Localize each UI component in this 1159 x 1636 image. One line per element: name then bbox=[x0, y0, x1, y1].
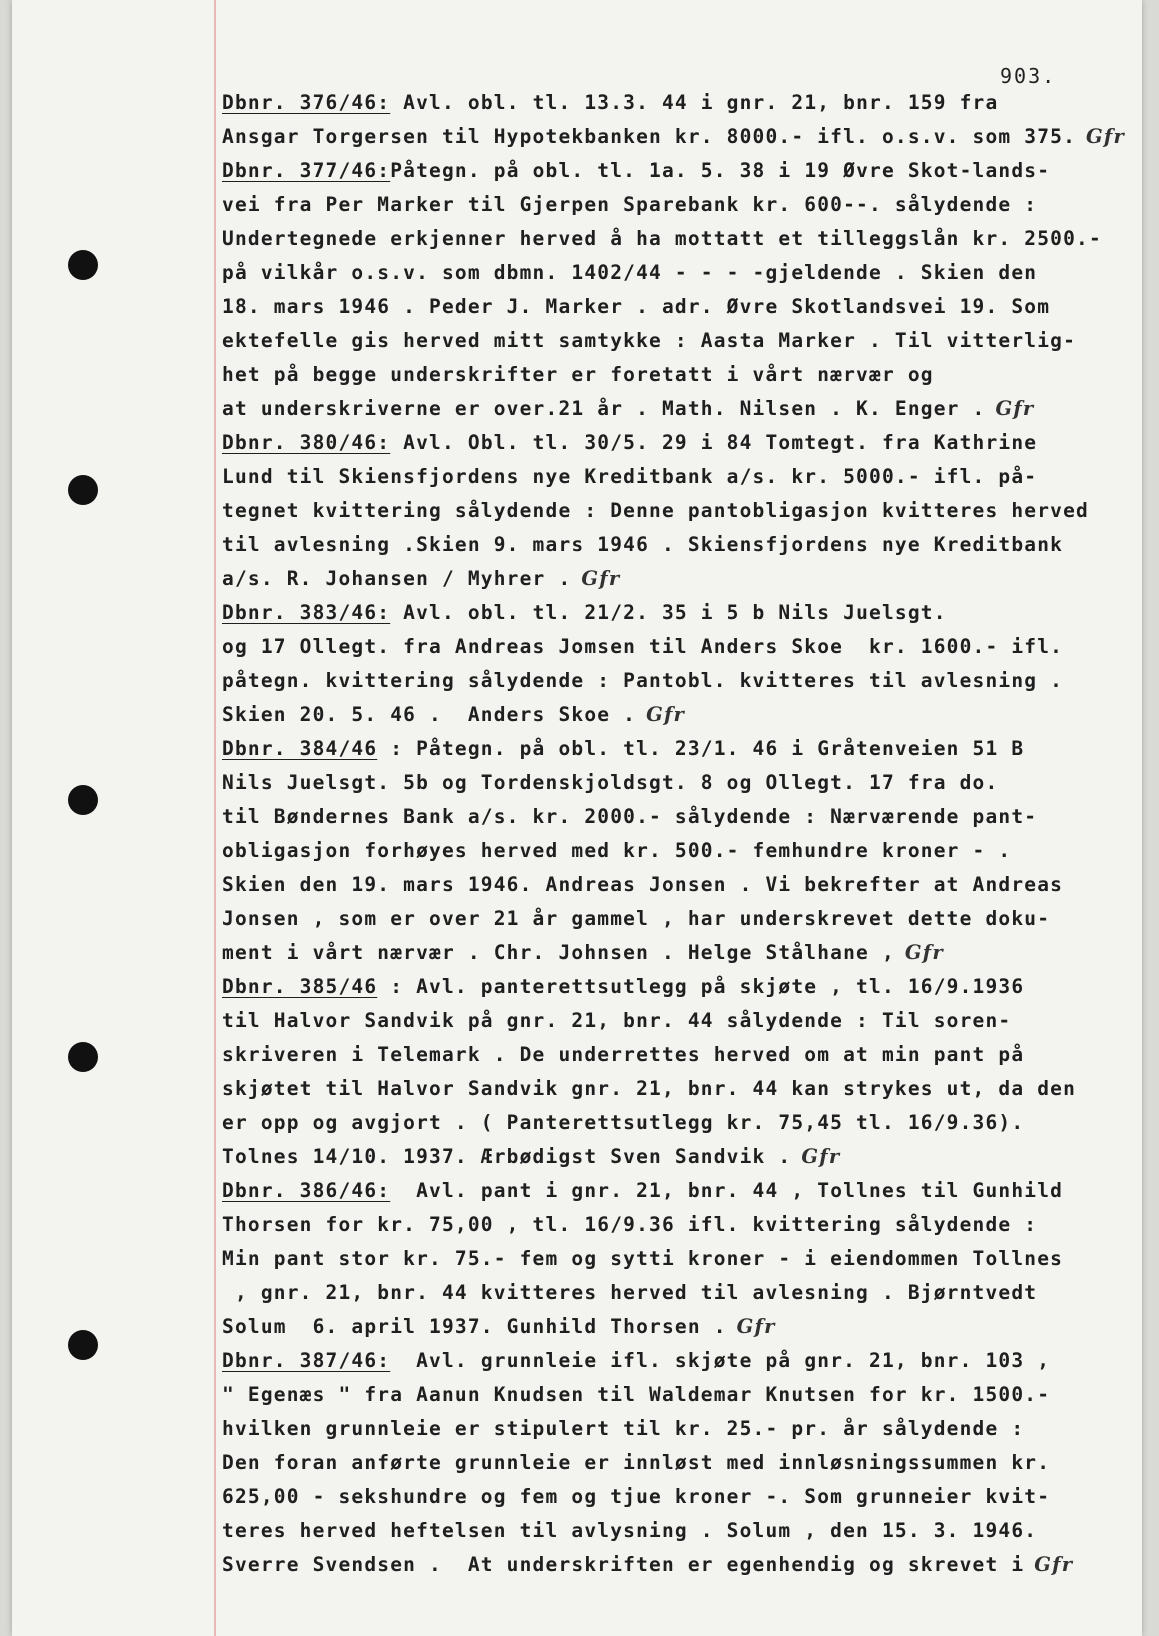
entry-text: obligasjon forhøyes herved med kr. 500.- femhundre kroner - . bbox=[222, 839, 1012, 862]
handwritten-initials: Gfr bbox=[646, 703, 686, 726]
entry-text: påtegn. kvittering sålydende : Pantobl. kvitteres til avlesning . bbox=[222, 669, 1064, 692]
entry-text: Sverre Svendsen . At underskriften er egenhendig og skrevet i bbox=[222, 1553, 1025, 1576]
entry-line bbox=[222, 664, 1122, 698]
entry-line bbox=[222, 528, 1122, 562]
entry-line bbox=[222, 1208, 1122, 1242]
entry-text: , gnr. 21, bnr. 44 kvitteres herved til avlesning . Bjørntvedt bbox=[222, 1281, 1038, 1304]
entry-text: ment i vårt nærvær . Chr. Johnsen . Helge Stålhane , bbox=[222, 941, 895, 964]
entry-line bbox=[222, 460, 1122, 494]
entry-text: 625,00 - sekshundre og fem og tjue kroner -. Som grunneier kvit- bbox=[222, 1485, 1051, 1508]
entry-text: Solum 6. april 1937. Gunhild Thorsen . bbox=[222, 1315, 727, 1338]
entry-text: Undertegnede erkjenner herved å ha mottatt et tilleggslån kr. 2500.- bbox=[222, 227, 1102, 250]
entry-line bbox=[222, 494, 1122, 528]
entry-reference: Dbnr. 386/46: bbox=[222, 1179, 391, 1202]
entry-line bbox=[222, 1276, 1122, 1310]
entry-text: Avl. obl. tl. 13.3. 44 i gnr. 21, bnr. 159 fra bbox=[390, 91, 999, 114]
handwritten-initials: Gfr bbox=[995, 397, 1035, 420]
entry-line bbox=[222, 698, 1122, 732]
entry-text: Lund til Skiensfjordens nye Kreditbank a/s. kr. 5000.- ifl. på- bbox=[222, 465, 1038, 488]
punch-hole bbox=[68, 1042, 98, 1072]
entry-line bbox=[222, 1412, 1122, 1446]
entry-text: skjøtet til Halvor Sandvik gnr. 21, bnr. 44 kan strykes ut, da den bbox=[222, 1077, 1077, 1100]
handwritten-initials: Gfr bbox=[1034, 1553, 1074, 1576]
handwritten-initials: Gfr bbox=[581, 567, 621, 590]
entry-text: til Bøndernes Bank a/s. kr. 2000.- sålydende : Nærværende pant- bbox=[222, 805, 1038, 828]
entry-line bbox=[222, 1140, 1122, 1174]
entry-text: hvilken grunnleie er stipulert til kr. 25.- pr. år sålydende : bbox=[222, 1417, 1025, 1440]
entry-line bbox=[222, 936, 1122, 970]
entry-line bbox=[222, 256, 1122, 290]
entry-text: " Egenæs " fra Aanun Knudsen til Waldemar Knutsen for kr. 1500.- bbox=[222, 1383, 1051, 1406]
entry-text: het på begge underskrifter er foretatt i vårt nærvær og bbox=[222, 363, 934, 386]
entry-first-line bbox=[222, 970, 1122, 1004]
entry-reference: Dbnr. 385/46 bbox=[222, 975, 378, 998]
entry-text: at underskriverne er over.21 år . Math. Nilsen . K. Enger . bbox=[222, 397, 986, 420]
document-page bbox=[12, 0, 1142, 1636]
entry-text: Tolnes 14/10. 1937. Ærbødigst Sven Sandvik . bbox=[222, 1145, 792, 1168]
entry-line bbox=[222, 1480, 1122, 1514]
punch-hole bbox=[68, 250, 98, 280]
entry-text: Avl. grunnleie ifl. skjøte på gnr. 21, bnr. 103 , bbox=[390, 1349, 1051, 1372]
entry-text: og 17 Ollegt. fra Andreas Jomsen til Anders Skoe kr. 1600.- ifl. bbox=[222, 635, 1064, 658]
entry-text: Thorsen for kr. 75,00 , tl. 16/9.36 ifl. kvittering sålydende : bbox=[222, 1213, 1038, 1236]
entry-first-line bbox=[222, 154, 1122, 188]
entry-line bbox=[222, 766, 1122, 800]
punch-hole bbox=[68, 785, 98, 815]
page-number: 903. bbox=[1000, 64, 1057, 88]
entry-line bbox=[222, 902, 1122, 936]
document-text bbox=[222, 86, 1125, 1582]
entry-first-line bbox=[222, 426, 1122, 460]
entry-text: skriveren i Telemark . De underrettes herved om at min pant på bbox=[222, 1043, 1025, 1066]
entry-text: Skien 20. 5. 46 . Anders Skoe . bbox=[222, 703, 637, 726]
entry-text: Nils Juelsgt. 5b og Tordenskjoldsgt. 8 og Ollegt. 17 fra do. bbox=[222, 771, 999, 794]
entry-line bbox=[222, 1106, 1122, 1140]
entry-line bbox=[222, 1514, 1122, 1548]
handwritten-initials: Gfr bbox=[736, 1315, 776, 1338]
entry-line bbox=[222, 1378, 1122, 1412]
handwritten-initials: Gfr bbox=[801, 1145, 841, 1168]
entry-first-line bbox=[222, 1174, 1122, 1208]
entry-text: Avl. pant i gnr. 21, bnr. 44 , Tollnes til Gunhild bbox=[390, 1179, 1064, 1202]
entry-text: a/s. R. Johansen / Myhrer . bbox=[222, 567, 572, 590]
entry-line bbox=[222, 120, 1125, 154]
entry-text: tegnet kvittering sålydende : Denne pantobligasjon kvitteres herved bbox=[222, 499, 1089, 522]
entry-text: til avlesning .Skien 9. mars 1946 . Skiensfjordens nye Kreditbank bbox=[222, 533, 1064, 556]
entry-text: teres herved heftelsen til avlysning . Solum , den 15. 3. 1946. bbox=[222, 1519, 1038, 1542]
entry-line bbox=[222, 868, 1122, 902]
entry-text: Min pant stor kr. 75.- fem og sytti kroner - i eiendommen Tollnes bbox=[222, 1247, 1064, 1270]
entry-line bbox=[222, 800, 1122, 834]
entry-text: 18. mars 1946 . Peder J. Marker . adr. Øvre Skotlandsvei 19. Som bbox=[222, 295, 1051, 318]
entry-line bbox=[222, 358, 1122, 392]
entry-text: Påtegn. på obl. tl. 1a. 5. 38 i 19 Øvre Skot-lands- bbox=[390, 159, 1051, 182]
entry-text: på vilkår o.s.v. som dbmn. 1402/44 - - - -gjeldende . Skien den bbox=[222, 261, 1038, 284]
punch-hole bbox=[68, 1330, 98, 1360]
entry-text: Den foran anførte grunnleie er innløst med innløsningssummen kr. bbox=[222, 1451, 1051, 1474]
entry-text: vei fra Per Marker til Gjerpen Sparebank kr. 600--. sålydende : bbox=[222, 193, 1038, 216]
entry-first-line bbox=[222, 596, 1122, 630]
entry-line bbox=[222, 1072, 1122, 1106]
handwritten-initials: Gfr bbox=[904, 941, 944, 964]
entry-first-line bbox=[222, 1344, 1122, 1378]
entry-line bbox=[222, 392, 1122, 426]
entry-reference: Dbnr. 376/46: bbox=[222, 91, 391, 114]
entry-line bbox=[222, 290, 1122, 324]
entry-line bbox=[222, 1004, 1122, 1038]
entry-text: til Halvor Sandvik på gnr. 21, bnr. 44 sålydende : Til soren- bbox=[222, 1009, 1012, 1032]
margin-rule bbox=[214, 0, 216, 1636]
entry-reference: Dbnr. 384/46 bbox=[222, 737, 378, 760]
entry-first-line bbox=[222, 732, 1122, 766]
entry-line bbox=[222, 1446, 1122, 1480]
entry-text: Avl. obl. tl. 21/2. 35 i 5 b Nils Juelsgt. bbox=[390, 601, 947, 624]
handwritten-initials: Gfr bbox=[1086, 125, 1125, 148]
entry-text: Avl. Obl. tl. 30/5. 29 i 84 Tomtegt. fra Kathrine bbox=[390, 431, 1038, 454]
entry-text: Jonsen , som er over 21 år gammel , har underskrevet dette doku- bbox=[222, 907, 1051, 930]
entry-text: : Avl. panterettsutlegg på skjøte , tl. 16/9.1936 bbox=[377, 975, 1025, 998]
entry-reference: Dbnr. 387/46: bbox=[222, 1349, 391, 1372]
punch-hole bbox=[68, 475, 98, 505]
entry-line bbox=[222, 1548, 1122, 1582]
entry-line bbox=[222, 562, 1122, 596]
entry-text: : Påtegn. på obl. tl. 23/1. 46 i Gråtenveien 51 B bbox=[377, 737, 1025, 760]
entry-line bbox=[222, 1242, 1122, 1276]
entry-text: er opp og avgjort . ( Panterettsutlegg kr. 75,45 tl. 16/9.36). bbox=[222, 1111, 1025, 1134]
entry-line bbox=[222, 630, 1122, 664]
entry-reference: Dbnr. 377/46: bbox=[222, 159, 391, 182]
entry-reference: Dbnr. 380/46: bbox=[222, 431, 391, 454]
entry-line bbox=[222, 222, 1122, 256]
entry-text: Skien den 19. mars 1946. Andreas Jonsen . Vi bekrefter at Andreas bbox=[222, 873, 1064, 896]
entry-line bbox=[222, 188, 1122, 222]
entry-line bbox=[222, 1310, 1122, 1344]
entry-line bbox=[222, 324, 1122, 358]
entry-line bbox=[222, 834, 1122, 868]
entry-first-line bbox=[222, 86, 1122, 120]
entry-reference: Dbnr. 383/46: bbox=[222, 601, 391, 624]
entry-line bbox=[222, 1038, 1122, 1072]
entry-text: Ansgar Torgersen til Hypotekbanken kr. 8000.- ifl. o.s.v. som 375. bbox=[222, 125, 1077, 148]
entry-text: ektefelle gis herved mitt samtykke : Aasta Marker . Til vitterlig- bbox=[222, 329, 1077, 352]
